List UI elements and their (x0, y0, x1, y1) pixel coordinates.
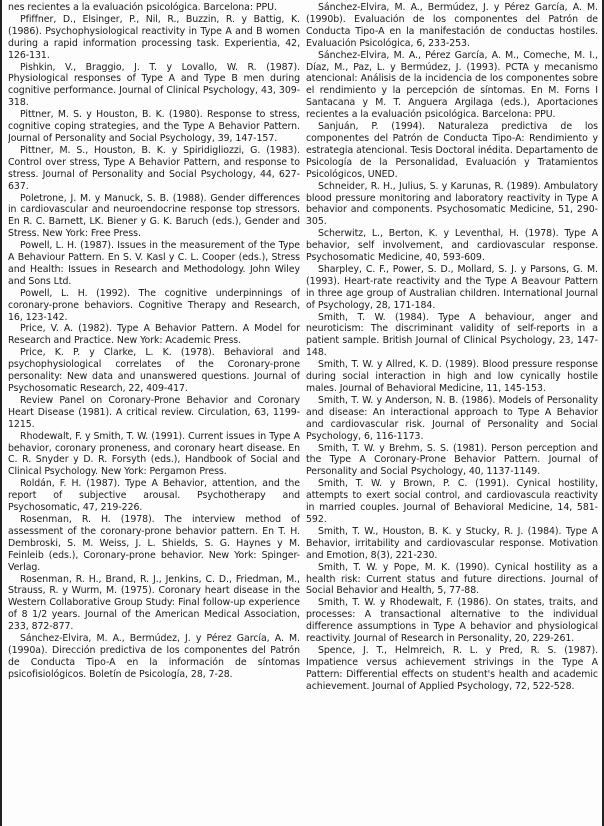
right-reference-column (306, 0, 598, 693)
reference-entry: Sanjuán, P. (1994). Naturaleza predictiva de los componentes del Patrón de Conducta Tipo-A: Rendimiento y estrategia atencional. Tesis Doctoral inédita. Departamento de Psicología de la Personalidad, Evaluación y Tratamientos Psicológicos, UNED. (306, 121, 598, 180)
left-reference-column (8, 0, 300, 681)
reference-entry: Pittner, M. S. y Houston, B. K. (1980). Response to stress, cognitive coping strategies, and the Type A Behavior Pattern. Journal of Personality and Social Psychology, 39, 147-157. (8, 109, 300, 144)
reference-entry: Roldán, F. H. (1987). Type A Behavior, attention, and the report of subjective arousal. Psychotherapy and Psychosomatic, 47, 219-226. (8, 478, 300, 514)
reference-entry: Smith, T. W. y Anderson, N. B. (1986). Models of Personality and disease: An interactional approach to Type A Behavior and cardiovascular risk. Journal of Personality and Social Psychology, 6, 116-1173. (306, 394, 598, 442)
reference-entry: Pfiffner, D., Elsinger, P., Nil, R., Buzzin, R. y Battig, K. (1986). Psychophysiological reactivity in Type A and B women during a rapid information processing task. Experientia, 42, 126-131. (8, 13, 300, 61)
reference-entry: Smith, T. W. (1984). Type A behaviour, anger and neuroticism: The discriminant validity of self-reports in a patient sample. British Journal of Clinical Psychology, 23, 147-148. (306, 311, 598, 359)
reference-entry: Smith, T. W. y Brown, P. C. (1991). Cynical hostility, attempts to exert social control, and cardiovascula reactivity in married couples. Journal of Behavioral Medicine, 14, 581-592. (306, 478, 598, 525)
reference-entry: Rhodewalt, F. y Smith, T. W. (1991). Current issues in Type A behavior, coronary proneness, and coronary heart disease. En C. R. Snyder y D. R. Forsyth (eds.), Handbook of Social and Clinical Psychology. New York: Pergamon Press. (8, 430, 300, 478)
reference-entry: Smith, T. W. y Pope, M. K. (1990). Cynical hostility as a health risk: Current status and future directions. Journal of Social Behavior and Health, 5, 77-88. (306, 561, 598, 597)
reference-entry: Price, K. P. y Clarke, L. K. (1978). Behavioral and psychophysiological correlates of the Coronary-prone personality: New data and unanswered questions. Journal of Psychosomatic Research, 22, 409-417. (8, 347, 300, 394)
reference-entry: Smith, T. W. y Brehm, S. S. (1981). Person perception and the Type A Coronary-Prone Behavior Pattern. Journal of Personality and Social Psychology, 40, 1137-1149. (306, 442, 598, 478)
reference-entry: Powell, L. H. (1987). Issues in the measurement of the Type A Behaviour Pattern. En S. V. Kasl y C. L. Cooper (eds.), Stress and Health: Issues in Research and Methodology. John Wiley and Sons Ltd. (8, 240, 300, 287)
reference-entry: Schneider, R. H., Julius, S. y Karunas, R. (1989). Ambulatory blood pressure monitoring and laboratory reactivity in Type A behavior and components. Psychosomatic Medicine, 51, 290-305. (306, 180, 598, 228)
reference-entry: Pittner, M. S., Houston, B. K. y Spiridigliozzi, G. (1983). Control over stress, Type A Behavior Pattern, and response to stress. Journal of Personality and Social Psychology, 44, 627-637. (8, 144, 300, 192)
reference-entry: Sánchez-Elvira, M. A., Bermúdez, J. y Pérez García, A. M. (1990b). Evaluación de los componentes del Patrón de Conducta Tipo-A en la manifestación de conductas hostiles. Evaluación Psicológica, 6, 233-253. (306, 2, 598, 49)
reference-entry: Smith, T. W., Houston, B. K. y Stucky, R. J. (1984). Type A Behavior, irritability and cardiovascular response. Motivation and Emotion, 8(3), 221-230. (306, 525, 598, 561)
reference-entry: Powell, L. H. (1992). The cognitive underpinnings of coronary-prone behaviors. Cognitive Therapy and Research, 16, 123-142. (8, 287, 300, 323)
reference-entry: Sánchez-Elvira, M. A., Bermúdez, J. y Pérez García, A. M. (1990a). Dirección predictiva de los componentes del Patrón de Conducta Tipo-A en la información de síntomas psicofisiológicos. Boletín de Psicología, 28, 7-28. (8, 633, 300, 680)
reference-entry: Rosenman, R. H., Brand, R. J., Jenkins, C. D., Friedman, M., Strauss, R. y Wurm, M. (1975). Coronary heart disease in the Western Collaborative Group Study: Final follow-up experience of 8 1/2 years. Journal of the American Medical Association, 233, 872-877. (8, 573, 300, 633)
reference-entry: Price, V. A. (1982). Type A Behavior Pattern. A Model for Research and Practice. New York: Academic Press. (8, 323, 300, 347)
reference-entry: Smith, T. W. y Rhodewalt, F. (1986). On states, traits, and processes: A transactional alternative to the individual difference assumptions in Type A behavior and physiological reactivity. Journal of Research in Personality, 20, 229-261. (306, 597, 598, 645)
reference-entry: Sánchez-Elvira, M. A., Pérez García, A. M., Comeche, M. I., Díaz, M., Paz, L. y Bermúdez, J. (1993). PCTA y mecanismo atencional: Análisis de la incidencia de los componentes sobre el rendimiento y la percepción de síntomas. En M. Forns I Santacana y M. T. Anguera Argilaga (eds.), Aportaciones recientes a la evaluación psicológica. Barcelona: PPU. (306, 49, 598, 121)
reference-entry: Scherwitz, L., Berton, K. y Leventhal, H. (1978). Type A behavior, self involvement, and cardiovascular response. Psychosomatic Medicine, 40, 593-609. (306, 228, 598, 264)
reference-entry: nes recientes a la evaluación psicológica. Barcelona: PPU. (8, 2, 277, 13)
reference-entry: Smith, T. W. y Allred, K. D. (1989). Blood pressure response during social interaction in high and low cynically hostile males. Journal of Behavioral Medicine, 11, 145-153. (306, 359, 598, 394)
reference-entry: Pishkin, V., Braggio, J. T. y Lovallo, W. R. (1987). Physiological responses of Type A and Type B men during cognitive performance. Journal of Clinical Psychology, 43, 309-318. (8, 61, 300, 109)
reference-entry: Poletrone, J. M. y Manuck, S. B. (1988). Gender differences in cardiovascular and neuroendocrine response top stressors. En R. C. Barnett, LK. Biener y G. K. Baruch (eds.), Gender and Stress. New York: Free Press. (8, 192, 300, 240)
reference-entry: Spence, J. T., Helmreich, R. L. y Pred, R. S. (1987). Impatience versus achievement strivings in the Type A Pattern: Differential effects on student's health and academic achievement. Journal of Applied Psychology, 72, 522-528. (306, 644, 598, 692)
reference-entry: Rosenman, R. H. (1978). The interview method of assessment of the coronary-prone behavior pattern. En T. H. Dembroski, S. M. Weiss, J. L. Shields, S. G. Haynes y M. Feinleib (eds.), Coronary-prone behavior. New York: Spinger-Verlag. (8, 513, 300, 573)
reference-entry: Review Panel on Coronary-Prone Behavior and Coronary Heart Disease (1981). A critical review. Circulation, 63, 1199-1215. (8, 394, 300, 430)
reference-entry: Sharpley, C. F., Power, S. D., Mollard, S. J. y Parsons, G. M. (1993). Heart-rate reactivity and the Type A Beavour Pattern in three age group of Australian children. International Journal of Psychology, 28, 171-184. (306, 263, 598, 311)
